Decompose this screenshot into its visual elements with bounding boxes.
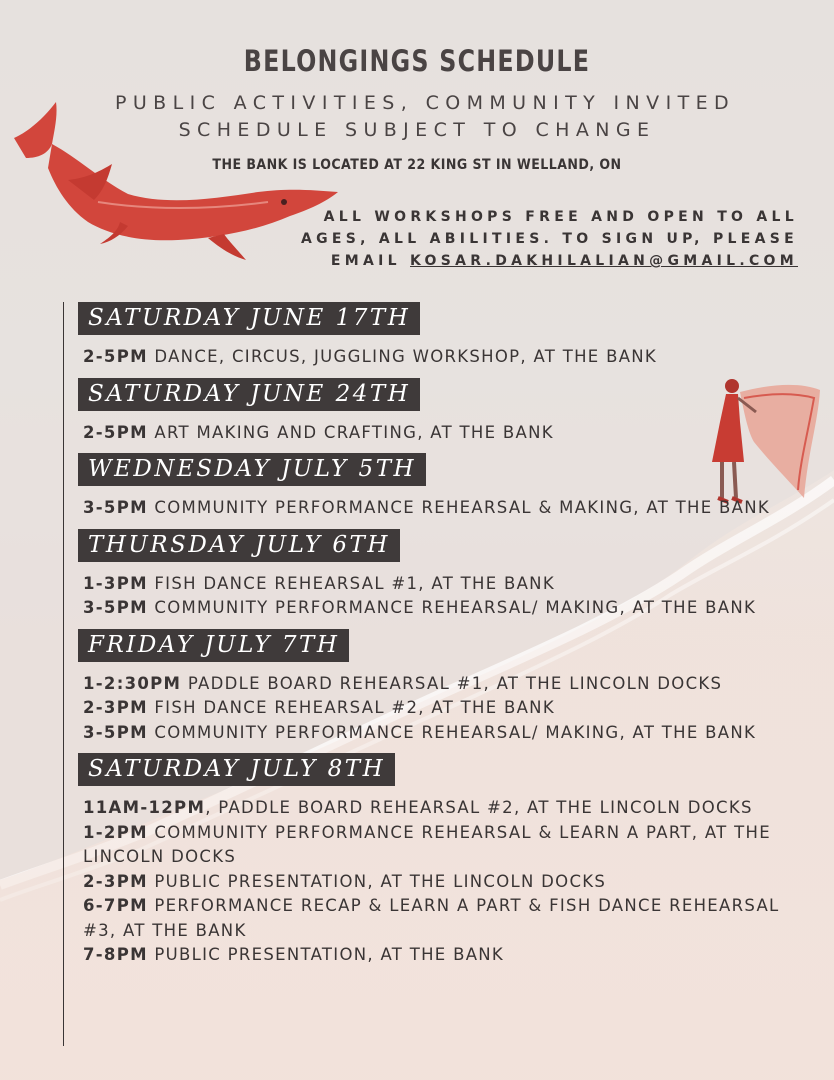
entry-time: 3-5PM <box>83 598 148 617</box>
schedule-list <box>78 302 808 976</box>
schedule-entry <box>83 821 808 870</box>
day-entries <box>83 421 808 446</box>
day-entries <box>83 672 808 746</box>
entry-time: 1-3PM <box>83 573 148 593</box>
entry-time: 3-5PM <box>83 722 148 742</box>
entry-description: PUBLIC PRESENTATION, AT THE LINCOLN DOCKS <box>147 871 607 891</box>
day-entries <box>83 796 808 968</box>
day-entries <box>83 496 808 521</box>
day-label: FRIDAY JULY 7TH <box>78 629 349 662</box>
entry-time: 11AM-12PM <box>83 798 206 817</box>
entry-time: 3-5PM <box>83 498 148 517</box>
day-entries <box>83 345 808 370</box>
schedule-entry <box>83 496 808 521</box>
entry-description: ART MAKING AND CRAFTING, AT THE BANK <box>147 422 554 442</box>
day-entries <box>83 572 808 621</box>
entry-description: COMMUNITY PERFORMANCE REHEARSAL/ MAKING, AT THE BANK <box>147 598 757 617</box>
entry-description: DANCE, CIRCUS, JUGGLING WORKSHOP, AT THE BANK <box>147 347 658 366</box>
location-line: THE BANK IS LOCATED AT 22 KING ST IN WELLAND, ON <box>212 157 622 173</box>
schedule-day-section <box>78 529 808 621</box>
schedule-day-section <box>78 453 808 521</box>
schedule-entry <box>83 572 808 597</box>
entry-time: 2-5PM <box>83 347 148 366</box>
schedule-entry <box>83 696 808 721</box>
entry-time: 2-3PM <box>83 871 148 891</box>
notice-line-1: ALL WORKSHOPS FREE AND OPEN TO ALL <box>323 209 798 225</box>
entry-description: PERFORMANCE RECAP & LEARN A PART & FISH DANCE REHEARSAL #3, AT THE BANK <box>83 896 780 940</box>
day-label: SATURDAY JUNE 24TH <box>78 378 420 411</box>
entry-time: 1-2PM <box>83 822 148 842</box>
signup-email-link[interactable]: KOSAR.DAKHILALIAN@GMAIL.COM <box>410 253 798 269</box>
page-title: BELONGINGS SCHEDULE <box>243 44 591 78</box>
entry-time: 2-5PM <box>83 422 148 442</box>
entry-description: PUBLIC PRESENTATION, AT THE BANK <box>147 945 505 964</box>
day-label: SATURDAY JULY 8TH <box>78 753 395 786</box>
entry-description: FISH DANCE REHEARSAL #2, AT THE BANK <box>147 698 555 717</box>
entry-time: 1-2:30PM <box>83 673 182 693</box>
subtitle-schedule-change: SCHEDULE SUBJECT TO CHANGE <box>178 119 656 141</box>
schedule-day-section <box>78 753 808 968</box>
notice-line-3 <box>278 250 798 272</box>
schedule-day-section <box>78 302 808 370</box>
timeline-divider <box>63 302 64 1046</box>
notice-email-prefix: EMAIL <box>330 253 401 269</box>
day-label: SATURDAY JUNE 17TH <box>78 302 420 335</box>
entry-time: 6-7PM <box>83 896 148 915</box>
schedule-day-section <box>78 378 808 446</box>
schedule-day-section <box>78 629 808 746</box>
schedule-entry <box>83 596 808 621</box>
schedule-entry <box>83 796 808 821</box>
schedule-entry <box>83 345 808 370</box>
entry-time: 7-8PM <box>83 945 148 964</box>
day-label: THURSDAY JULY 6TH <box>78 529 400 562</box>
entry-description: COMMUNITY PERFORMANCE REHEARSAL/ MAKING, AT THE BANK <box>147 722 757 742</box>
schedule-entry <box>83 721 808 746</box>
entry-description: COMMUNITY PERFORMANCE REHEARSAL & LEARN A PART, AT THE LINCOLN DOCKS <box>83 822 771 866</box>
notice-line-2: AGES, ALL ABILITIES. TO SIGN UP, PLEASE <box>300 231 798 247</box>
schedule-entry <box>83 421 808 446</box>
entry-time: 2-3PM <box>83 698 148 717</box>
entry-description: COMMUNITY PERFORMANCE REHEARSAL & MAKING, AT THE BANK <box>147 498 770 517</box>
day-label: WEDNESDAY JULY 5TH <box>78 453 426 486</box>
schedule-entry <box>83 894 808 943</box>
entry-description: FISH DANCE REHEARSAL #1, AT THE BANK <box>147 573 555 593</box>
entry-description: , PADDLE BOARD REHEARSAL #2, AT THE LINCOLN DOCKS <box>205 798 753 817</box>
schedule-entry <box>83 943 808 968</box>
subtitle-public-activities: PUBLIC ACTIVITIES, COMMUNITY INVITED <box>114 92 736 114</box>
workshop-notice <box>278 206 798 272</box>
entry-description: PADDLE BOARD REHEARSAL #1, AT THE LINCOLN DOCKS <box>181 673 723 693</box>
schedule-entry <box>83 672 808 697</box>
schedule-entry <box>83 870 808 895</box>
